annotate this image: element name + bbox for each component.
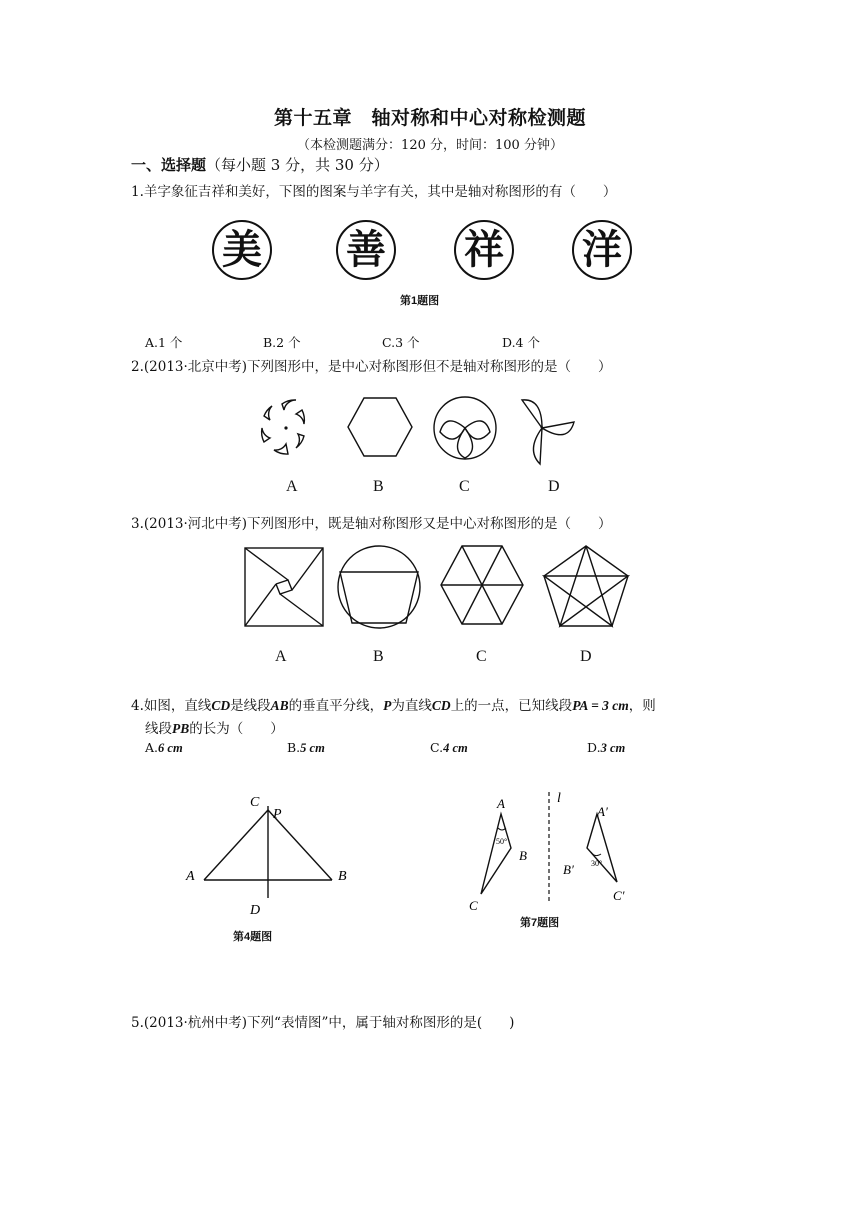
q4-var-cd: CD bbox=[211, 698, 231, 713]
fig7-label-c: C bbox=[469, 898, 478, 913]
q4-option-b-letter: B. bbox=[287, 740, 301, 755]
q3-figure-c[interactable] bbox=[441, 546, 523, 624]
q4-option-c[interactable] bbox=[430, 740, 468, 756]
q4-option-c-value: 4 cm bbox=[443, 741, 468, 755]
figure-1-caption: 第1题图 bbox=[400, 295, 440, 307]
figure-7 bbox=[465, 788, 645, 918]
figure-7-caption: 第7题图 bbox=[520, 917, 560, 929]
fig7-triangle-abc bbox=[481, 814, 511, 894]
q2-label-b: B bbox=[373, 478, 384, 495]
q4-option-c-letter: C. bbox=[430, 740, 444, 755]
q4-option-d[interactable] bbox=[587, 740, 625, 756]
fig4-label-d: D bbox=[250, 903, 261, 915]
question-1-text: 1.羊字象征吉祥和美好，下图的图案与羊字有关，其中是轴对称图形的有（ ） bbox=[131, 184, 617, 200]
char-xiang: 祥 bbox=[464, 227, 504, 273]
q2-label-d: D bbox=[548, 478, 560, 495]
q4-text-2: 是线段 bbox=[230, 698, 271, 714]
q4-option-b-value: 5 cm bbox=[300, 741, 325, 755]
char-mei: 美 bbox=[222, 227, 262, 273]
q2-figure-d[interactable] bbox=[522, 400, 574, 464]
fig4-label-b: B bbox=[338, 869, 347, 884]
q2-figure-c[interactable] bbox=[434, 397, 496, 459]
q4-option-a-letter: A. bbox=[145, 740, 159, 755]
q4-var-pb: PB bbox=[172, 721, 190, 736]
question-2-text: 2.(2013·北京中考)下列图形中，是中心对称图形但不是轴对称图形的是（ ） bbox=[131, 359, 612, 375]
q3-figure-b[interactable] bbox=[338, 546, 420, 628]
q2-figure-a[interactable] bbox=[262, 400, 305, 454]
fig4-segment-pa bbox=[204, 810, 268, 880]
fig7-triangle-a2b2c2 bbox=[587, 814, 617, 882]
q3-figures bbox=[240, 540, 640, 634]
q2-figure-b[interactable] bbox=[348, 398, 412, 456]
fig7-angle-30: 30° bbox=[591, 859, 603, 868]
q4-option-d-value: 3 cm bbox=[600, 741, 626, 755]
q2-label-a: A bbox=[286, 478, 298, 495]
q4-text-3: 的垂直平分线， bbox=[288, 698, 384, 714]
q4-option-a-value: 6 cm bbox=[158, 741, 183, 755]
q4-text-4: 为直线 bbox=[391, 698, 432, 714]
q1-option-a[interactable]: A.1 个 bbox=[145, 335, 183, 350]
q4-var-p: P bbox=[383, 698, 392, 713]
q3-label-c: C bbox=[476, 648, 487, 665]
fig7-label-b2: B′ bbox=[563, 862, 574, 877]
q3-label-b: B bbox=[373, 648, 384, 665]
section-heading bbox=[131, 154, 389, 175]
fig7-label-a: A bbox=[497, 796, 505, 811]
q2-label-c: C bbox=[459, 478, 470, 495]
question-5-text: 5.(2013·杭州中考)下列“表情图”中，属于轴对称图形的是( ) bbox=[131, 1015, 515, 1031]
figure-4 bbox=[180, 790, 360, 915]
q3-label-a: A bbox=[275, 648, 287, 665]
section-title: 一、选择题 bbox=[131, 156, 207, 174]
fig4-label-p: P bbox=[273, 807, 282, 822]
q4-text-8: 的长为（ ） bbox=[189, 721, 284, 737]
char-circle-yang bbox=[572, 220, 632, 280]
fig7-label-b: B bbox=[519, 848, 527, 863]
q1-option-d[interactable]: D.4 个 bbox=[502, 335, 540, 350]
fig7-label-c2: C′ bbox=[613, 888, 625, 903]
fig7-label-l: l bbox=[557, 791, 561, 806]
fig7-angle-50: 50° bbox=[496, 837, 508, 846]
q4-text-1: 4.如图，直线 bbox=[131, 698, 212, 714]
char-yang: 洋 bbox=[582, 227, 622, 273]
q4-text-6: ，则 bbox=[628, 698, 656, 714]
q1-option-b[interactable]: B.2 个 bbox=[263, 335, 301, 350]
figure-4-caption: 第4题图 bbox=[233, 931, 273, 943]
q3-figure-d[interactable] bbox=[544, 546, 628, 626]
char-shan: 善 bbox=[346, 227, 386, 273]
fig4-label-c: C bbox=[250, 795, 260, 810]
q4-var-cd-2: CD bbox=[431, 698, 451, 713]
section-note: （每小题 3 分，共 30 分） bbox=[206, 156, 389, 174]
fig4-label-a: A bbox=[186, 869, 195, 884]
q4-text-7: 线段 bbox=[145, 721, 172, 737]
question-3-text: 3.(2013·河北中考)下列图形中，既是轴对称图形又是中心对称图形的是（ ） bbox=[131, 516, 612, 532]
q2-figures bbox=[250, 392, 590, 472]
char-circle-shan bbox=[336, 220, 396, 280]
page-subtitle: （本检测题满分：120 分，时间：100 分钟） bbox=[297, 138, 563, 153]
question-4-line-2 bbox=[145, 717, 284, 737]
q4-option-b[interactable] bbox=[287, 740, 325, 756]
q4-option-d-letter: D. bbox=[587, 740, 601, 755]
q4-var-ab: AB bbox=[270, 698, 289, 713]
q4-option-a[interactable] bbox=[145, 740, 183, 756]
page-title: 第十五章 轴对称和中心对称检测题 bbox=[273, 107, 586, 129]
q3-figure-a[interactable] bbox=[245, 548, 323, 626]
question-4-line-1 bbox=[131, 694, 656, 714]
q3-label-d: D bbox=[580, 648, 592, 665]
char-circle-xiang bbox=[454, 220, 514, 280]
q4-text-5: 上的一点，已知线段 bbox=[450, 698, 573, 714]
q4-var-pa: PA = 3 cm bbox=[572, 698, 629, 713]
char-circle-mei bbox=[212, 220, 272, 280]
fig7-label-a2: A′ bbox=[597, 804, 608, 819]
q1-option-c[interactable]: C.3 个 bbox=[382, 335, 420, 350]
